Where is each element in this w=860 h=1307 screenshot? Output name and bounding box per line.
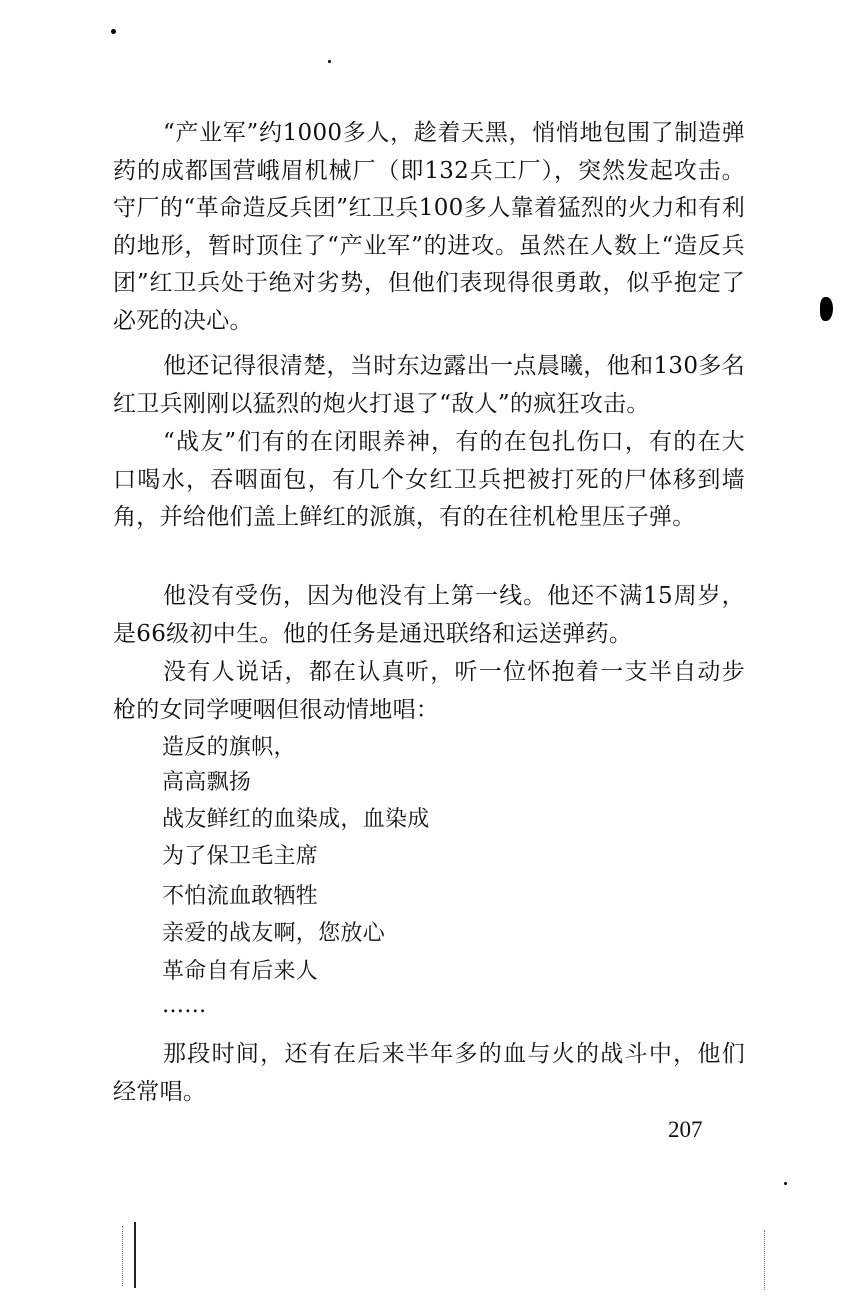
paragraph-2: 他还记得很清楚，当时东边露出一点晨曦，他和130多名红卫兵刚刚以猛烈的炮火打退了“敌人”的疯狂攻击。 — [113, 353, 745, 417]
song-line-2: 高高飘扬 — [162, 770, 252, 795]
paragraph-1: “产业军”约1000多人，趁着天黑，悄悄地包围了制造弹药的成都国营峨眉机械厂（即132兵工厂），突然发起攻击。守厂的“革命造反兵团”红卫兵100多人靠着猛烈的火力和有利的地形，暂时顶住了“产业军”的进攻。虽然在人数上“造反兵团”红卫兵处于绝对劣势，但他们表现得很勇敢，似乎抱定了必死的决心。 — [113, 120, 745, 334]
song-line-6: 亲爱的战友啊，您放心 — [162, 921, 386, 946]
scan-speck-bottom-right — [784, 1182, 787, 1185]
song-line-4: 为了保卫毛主席 — [162, 844, 319, 869]
page-number: 207 — [668, 1117, 703, 1142]
scan-edge-line-left — [134, 1222, 136, 1288]
paragraph-4: 他没有受伤，因为他没有上第一线。他还不满15周岁，是66级初中生。他的任务是通迅联络和运送弹药。 — [113, 583, 745, 647]
song-line-5: 不怕流血敢牺牲 — [162, 884, 319, 909]
paragraph-3: “战友”们有的在闭眼养神，有的在包扎伤口，有的在大口喝水，吞咽面包，有几个女红卫兵把被打死的尸体移到墙角，并给他们盖上鲜红的派旗，有的在往机枪里压子弹。 — [113, 429, 745, 530]
song-line-7: 革命自有后来人 — [162, 959, 319, 984]
paragraph-closing: 那段时间，还有在后来半年多的血与火的战斗中，他们经常唱。 — [113, 1041, 745, 1105]
song-line-ellipsis: …… — [162, 993, 207, 1018]
scan-speck-right-margin — [820, 297, 833, 321]
scan-dotted-edge-left — [122, 1226, 123, 1286]
song-line-3: 战友鲜红的血染成，血染成 — [162, 807, 430, 832]
scan-speck-top-left — [111, 29, 116, 34]
scan-speck-top — [328, 60, 331, 63]
paragraph-5: 没有人说话，都在认真听，听一位怀抱着一支半自动步枪的女同学哽咽但很动情地唱： — [113, 659, 745, 723]
scan-dotted-edge-right — [764, 1230, 765, 1290]
song-line-1: 造反的旗帜， — [162, 735, 296, 760]
